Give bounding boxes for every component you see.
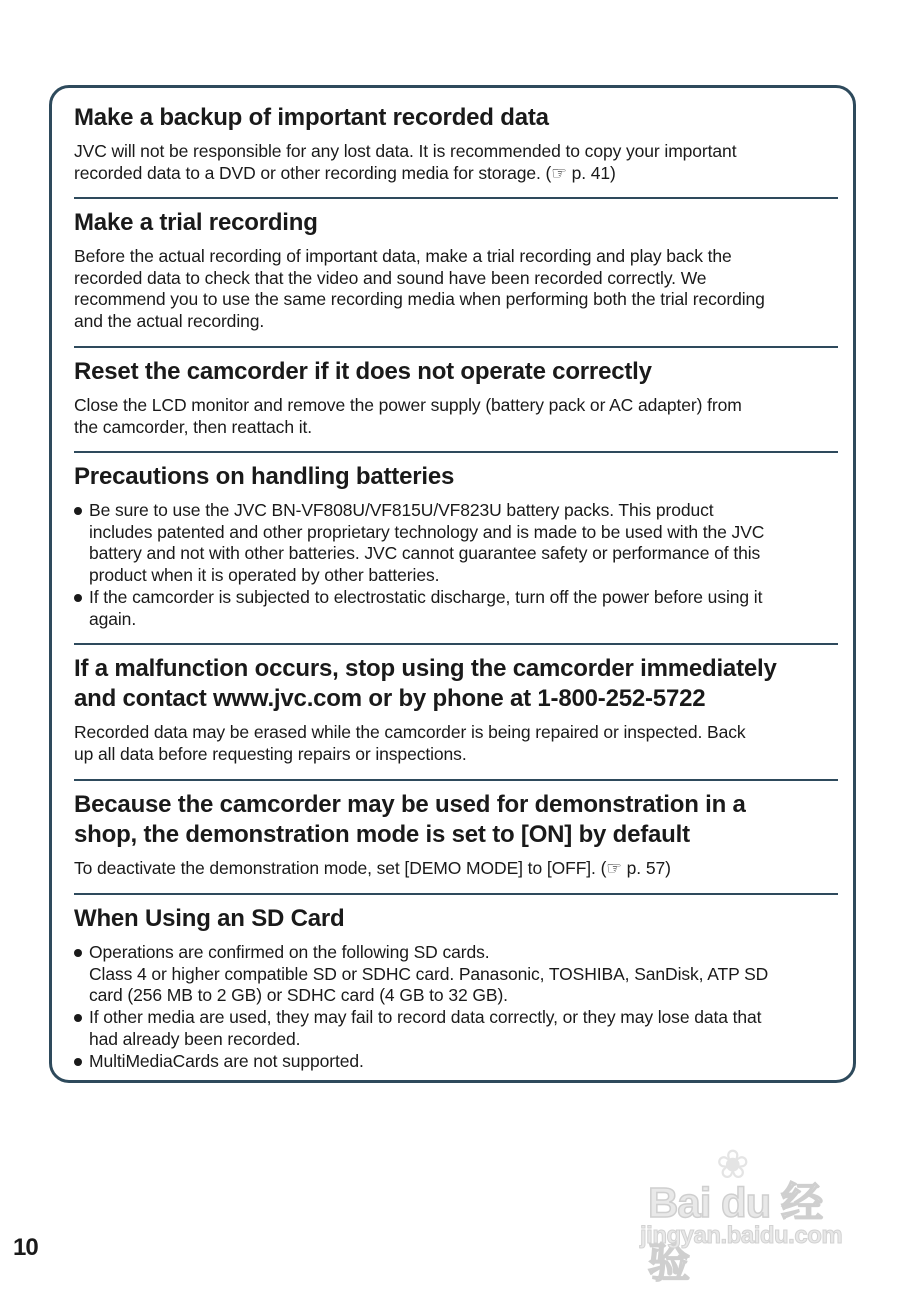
bullet-list xyxy=(74,942,838,1072)
section-body: JVC will not be responsible for any lost data. It is recommended to copy your important recorded data to a DVD or other recording media for storage. (☞ p. 41) xyxy=(74,141,737,183)
watermark-url: jingyan.baidu.com xyxy=(640,1222,843,1249)
watermark-logo: Bai du 经验 xyxy=(648,1179,823,1286)
divider xyxy=(74,197,838,199)
section-body: Before the actual recording of important data, make a trial recording and play back the recorded data to check that the video and sound have been recorded correctly. We recommend you to use the same recording media when performing both the trial recording and the actual recording. xyxy=(74,246,765,332)
baidu-watermark xyxy=(638,1140,858,1286)
divider xyxy=(74,451,838,453)
section-heading: Because the camcorder may be used for demonstration in a shop, the demonstration mode is set to [ON] by default xyxy=(74,791,746,848)
section-batteries xyxy=(74,462,838,630)
section-body: Close the LCD monitor and remove the power supply (battery pack or AC adapter) from the camcorder, then reattach it. xyxy=(74,395,742,437)
divider xyxy=(74,346,838,348)
section-heading: When Using an SD Card xyxy=(74,905,345,932)
divider xyxy=(74,643,838,645)
divider xyxy=(74,893,838,895)
list-item: If other media are used, they may fail to record data correctly, or they may lose data that had already been recorded. xyxy=(74,1007,838,1050)
section-heading: If a malfunction occurs, stop using the camcorder immediately and contact www.jvc.com or by phone at 1-800-252-5722 xyxy=(74,655,777,712)
section-heading: Make a backup of important recorded data xyxy=(74,104,549,131)
section-heading: Reset the camcorder if it does not operate correctly xyxy=(74,358,652,385)
section-sd-card xyxy=(74,904,838,1072)
paw-icon: ❀ xyxy=(716,1143,750,1187)
list-item: Be sure to use the JVC BN-VF808U/VF815U/VF823U battery packs. This product includes patented and other proprietary technology and is made to be used with the JVC battery and not with other batteries. JVC cannot guarantee safety or performance of this product when it is operated by other batteries. xyxy=(74,500,838,587)
section-backup xyxy=(74,103,838,184)
list-item: Operations are confirmed on the following SD cards. Class 4 or higher compatible SD or SDHC card. Panasonic, TOSHIBA, SanDisk, ATP SD card (256 MB to 2 GB) or SDHC card (4 GB to 32 GB). xyxy=(74,942,838,1007)
divider xyxy=(74,779,838,781)
list-item: MultiMediaCards are not supported. xyxy=(74,1051,838,1073)
section-heading: Make a trial recording xyxy=(74,209,318,236)
bullet-list xyxy=(74,500,838,630)
section-heading: Precautions on handling batteries xyxy=(74,463,455,490)
section-trial-recording xyxy=(74,208,838,333)
section-reset xyxy=(74,357,838,438)
section-demo-mode xyxy=(74,790,838,880)
list-item: If the camcorder is subjected to electrostatic discharge, turn off the power before using it again. xyxy=(74,587,838,630)
page-number: 10 xyxy=(13,1234,38,1261)
section-malfunction xyxy=(74,654,838,765)
section-body: Recorded data may be erased while the camcorder is being repaired or inspected. Back up all data before requesting repairs or inspections. xyxy=(74,722,746,764)
section-body: To deactivate the demonstration mode, set [DEMO MODE] to [OFF]. (☞ p. 57) xyxy=(74,858,671,878)
